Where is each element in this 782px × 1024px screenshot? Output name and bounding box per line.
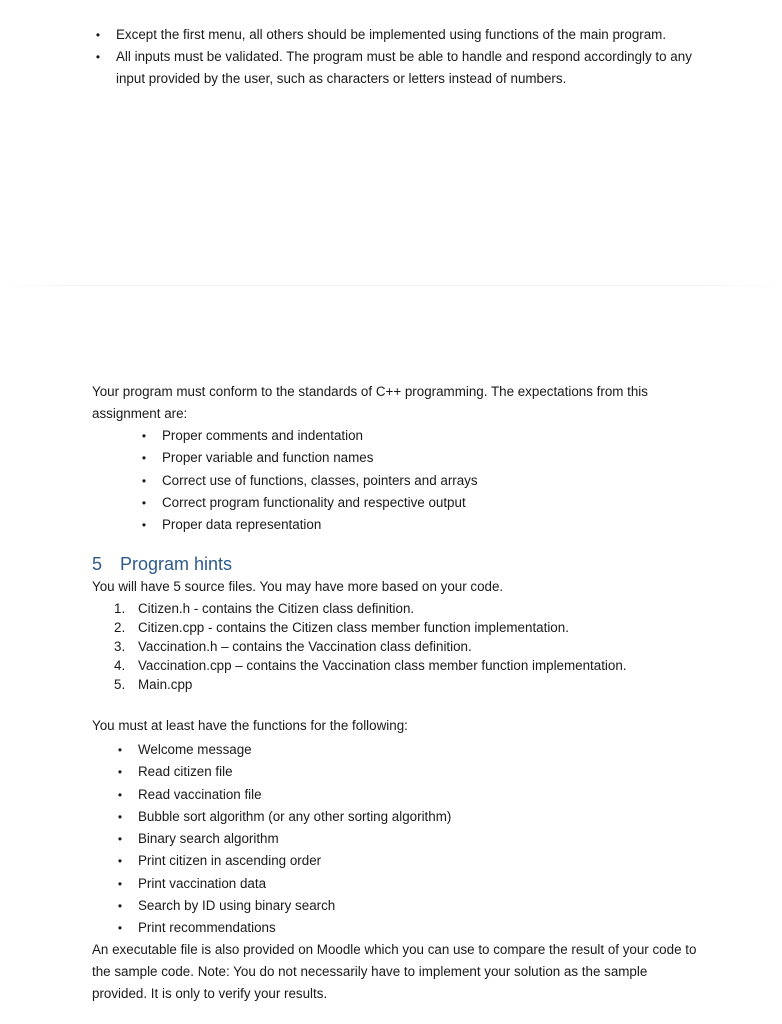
list-item-text: Welcome message: [138, 742, 252, 757]
bullet-icon: •: [117, 921, 123, 936]
list-item: [92, 24, 712, 46]
list-item: [114, 850, 714, 872]
list-number: 4.: [114, 658, 126, 673]
list-item-text: Print recommendations: [138, 920, 276, 936]
list-number: 2.: [114, 620, 126, 635]
list-item: [138, 425, 698, 447]
executable-paragraph: An executable file is also provided on Moodle which you can use to compare the result of your code to the sample code. Note: You do not necessarily have to implement your solution as the sample provided. It is only to verify your results.: [92, 942, 697, 1001]
list-item-text: Proper variable and function names: [162, 450, 374, 466]
list-item-text: Citizen.cpp - contains the Citizen class member function implementation.: [138, 620, 569, 635]
expectations-list: [138, 425, 698, 536]
list-item: [114, 618, 714, 637]
bullet-icon: •: [117, 876, 123, 891]
list-item: [114, 675, 714, 694]
requirements-bullet-list: [92, 24, 712, 90]
bullet-icon: •: [117, 787, 123, 802]
list-item-text: All inputs must be validated. The program must be able to handle and respond accordingly to any input provided by the user, such as characters or letters instead of numbers.: [116, 49, 692, 86]
list-item: [138, 470, 698, 492]
list-item: [114, 895, 714, 917]
list-item-text: Citizen.h - contains the Citizen class definition.: [138, 601, 415, 616]
list-item-text: Binary search algorithm: [138, 831, 279, 847]
list-item: [114, 637, 714, 656]
list-item: [114, 806, 714, 828]
bullet-icon: •: [141, 429, 147, 443]
bullet-icon: •: [141, 451, 147, 466]
list-item-text: Main.cpp: [138, 677, 193, 692]
bullet-icon: •: [95, 28, 101, 42]
list-item: [114, 784, 714, 806]
list-item-text: Correct use of functions, classes, pointers and arrays: [162, 472, 478, 488]
list-item-text: Vaccination.cpp – contains the Vaccination class member function implementation.: [138, 658, 627, 673]
functions-intro: You must at least have the functions for the following:: [92, 718, 408, 733]
bullet-icon: •: [95, 50, 101, 64]
list-item-text: Proper comments and indentation: [162, 428, 363, 443]
source-files-list: [114, 599, 714, 694]
bullet-icon: •: [117, 832, 123, 847]
list-item-text: Bubble sort algorithm (or any other sorting algorithm): [138, 808, 452, 824]
list-item-text: Search by ID using binary search: [138, 898, 336, 914]
list-item: [114, 656, 714, 675]
list-item-text: Vaccination.h – contains the Vaccination class definition.: [138, 639, 472, 654]
bullet-icon: •: [117, 743, 123, 757]
list-item: [114, 917, 714, 939]
list-item: [138, 492, 698, 514]
bullet-icon: •: [117, 854, 123, 869]
list-item: [138, 514, 698, 536]
bullet-icon: •: [117, 809, 123, 824]
list-item: [138, 447, 698, 469]
list-item-text: Read citizen file: [138, 764, 233, 780]
list-item-text: Print vaccination data: [138, 875, 267, 891]
section-number: 5: [92, 554, 103, 574]
list-item: [114, 739, 714, 761]
bullet-icon: •: [141, 473, 147, 488]
bullet-icon: •: [141, 495, 147, 510]
list-item: [114, 599, 714, 618]
list-number: 5.: [114, 677, 126, 692]
list-item-text: Print citizen in ascending order: [138, 853, 322, 869]
list-item: [114, 761, 714, 783]
list-item-text: Proper data representation: [162, 517, 322, 533]
section-heading: [92, 552, 232, 576]
standards-paragraph: Your program must conform to the standards of C++ programming. The expectations from this assignment are:: [92, 384, 648, 421]
section-title: Program hints: [120, 554, 233, 574]
list-item-text: Correct program functionality and respective output: [162, 494, 466, 510]
required-functions-list: [114, 739, 714, 940]
page-divider: [0, 285, 782, 286]
bullet-icon: •: [141, 518, 147, 533]
hints-intro: You will have 5 source files. You may have more based on your code.: [92, 579, 504, 594]
bullet-icon: •: [117, 899, 123, 914]
list-item: [114, 828, 714, 850]
list-number: 1.: [114, 601, 126, 616]
list-number: 3.: [114, 639, 126, 654]
bullet-icon: •: [117, 765, 123, 780]
list-item: [114, 873, 714, 895]
list-item-text: Except the first menu, all others should be implemented using functions of the main program.: [116, 27, 667, 42]
list-item: [92, 46, 712, 90]
list-item-text: Read vaccination file: [138, 786, 262, 802]
